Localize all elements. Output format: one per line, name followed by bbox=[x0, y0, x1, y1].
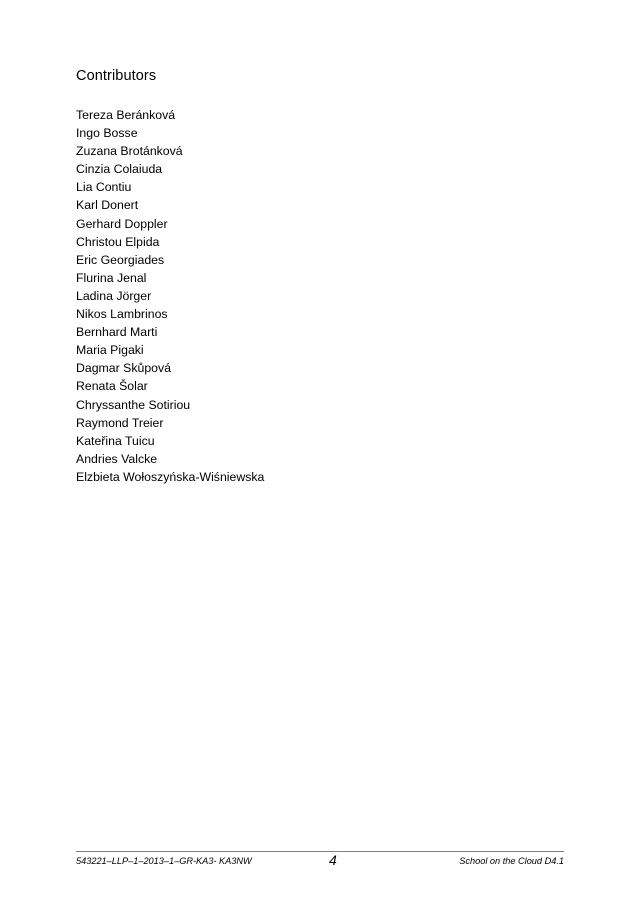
section-heading: Contributors bbox=[76, 68, 157, 84]
list-item: Maria Pigaki bbox=[76, 343, 144, 358]
list-item: Karl Donert bbox=[76, 198, 139, 213]
list-item: Lia Contiu bbox=[76, 180, 132, 195]
footer-page-number: 4 bbox=[329, 852, 337, 868]
list-item: Gerhard Doppler bbox=[76, 216, 168, 231]
list-item: Elzbieta Wołoszyńska-Wiśniewska bbox=[76, 469, 265, 484]
contributors-list bbox=[76, 106, 264, 486]
list-item: Andries Valcke bbox=[76, 451, 158, 466]
footer-document-title: School on the Cloud D4.1 bbox=[459, 856, 564, 866]
list-item: Zuzana Brotánková bbox=[76, 144, 183, 159]
list-item: Dagmar Skůpová bbox=[76, 361, 172, 376]
footer-divider bbox=[76, 851, 564, 852]
list-item: Nikos Lambrinos bbox=[76, 307, 168, 322]
list-item: Renata Šolar bbox=[76, 379, 148, 394]
list-item: Tereza Beránková bbox=[76, 108, 176, 122]
list-item: Chryssanthe Sotiriou bbox=[76, 397, 191, 412]
list-item: Ladina Jörger bbox=[76, 288, 152, 303]
list-item: Christou Elpida bbox=[76, 234, 160, 249]
list-item: Bernhard Marti bbox=[76, 325, 158, 340]
list-item: Raymond Treier bbox=[76, 415, 164, 430]
list-item: Cinzia Colaiuda bbox=[76, 162, 163, 177]
list-item: Kateřina Tuicu bbox=[76, 433, 155, 448]
list-item: Ingo Bosse bbox=[76, 126, 138, 141]
list-item: Flurina Jenal bbox=[76, 270, 147, 285]
list-item: Eric Georgiades bbox=[76, 252, 165, 267]
footer-project-code: 543221–LLP–1–2013–1–GR-KA3- KA3NW bbox=[76, 856, 252, 866]
